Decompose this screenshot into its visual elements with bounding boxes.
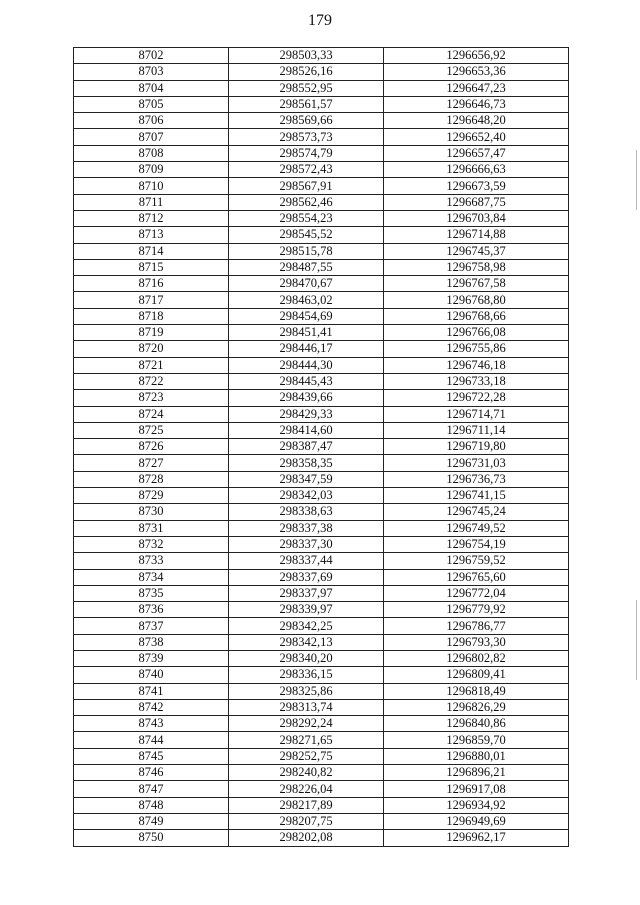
x-coordinate-cell: 298515,78 [229,243,384,259]
table-row [74,96,569,112]
y-coordinate-cell: 1296666,63 [384,162,569,178]
point-number-cell: 8730 [74,504,229,520]
x-coordinate-cell: 298569,66 [229,113,384,129]
x-coordinate-cell: 298313,74 [229,699,384,715]
y-coordinate-cell: 1296703,84 [384,210,569,226]
table-row [74,406,569,422]
table-row [74,830,569,846]
y-coordinate-cell: 1296749,52 [384,520,569,536]
table-row [74,683,569,699]
table-row [74,210,569,226]
x-coordinate-cell: 298207,75 [229,813,384,829]
point-number-cell: 8725 [74,422,229,438]
y-coordinate-cell: 1296733,18 [384,373,569,389]
table-row [74,569,569,585]
y-coordinate-cell: 1296859,70 [384,732,569,748]
x-coordinate-cell: 298561,57 [229,96,384,112]
table-row [74,634,569,650]
x-coordinate-cell: 298337,44 [229,553,384,569]
y-coordinate-cell: 1296745,37 [384,243,569,259]
x-coordinate-cell: 298358,35 [229,455,384,471]
x-coordinate-cell: 298444,30 [229,357,384,373]
y-coordinate-cell: 1296949,69 [384,813,569,829]
x-coordinate-cell: 298445,43 [229,373,384,389]
point-number-cell: 8710 [74,178,229,194]
point-number-cell: 8723 [74,390,229,406]
x-coordinate-cell: 298217,89 [229,797,384,813]
point-number-cell: 8750 [74,830,229,846]
y-coordinate-cell: 1296767,58 [384,276,569,292]
point-number-cell: 8736 [74,602,229,618]
x-coordinate-cell: 298439,66 [229,390,384,406]
page-number: 179 [308,12,332,29]
x-coordinate-cell: 298503,33 [229,48,384,64]
point-number-cell: 8706 [74,113,229,129]
table-row [74,390,569,406]
y-coordinate-cell: 1296736,73 [384,471,569,487]
x-coordinate-cell: 298337,38 [229,520,384,536]
point-number-cell: 8703 [74,64,229,80]
table-row [74,716,569,732]
table-row [74,162,569,178]
table-row [74,813,569,829]
table-row [74,113,569,129]
y-coordinate-cell: 1296826,29 [384,699,569,715]
x-coordinate-cell: 298342,13 [229,634,384,650]
x-coordinate-cell: 298554,23 [229,210,384,226]
table-row [74,781,569,797]
y-coordinate-cell: 1296768,66 [384,308,569,324]
y-coordinate-cell: 1296714,71 [384,406,569,422]
table-row [74,602,569,618]
scan-edge-mark [636,600,637,680]
x-coordinate-cell: 298451,41 [229,325,384,341]
point-number-cell: 8708 [74,145,229,161]
table-row [74,536,569,552]
point-number-cell: 8746 [74,765,229,781]
y-coordinate-cell: 1296714,88 [384,227,569,243]
table-row [74,129,569,145]
table-row [74,227,569,243]
table-row [74,48,569,64]
x-coordinate-cell: 298339,97 [229,602,384,618]
point-number-cell: 8711 [74,194,229,210]
point-number-cell: 8717 [74,292,229,308]
point-number-cell: 8707 [74,129,229,145]
point-number-cell: 8745 [74,748,229,764]
table-row [74,553,569,569]
y-coordinate-cell: 1296657,47 [384,145,569,161]
x-coordinate-cell: 298292,24 [229,716,384,732]
point-number-cell: 8728 [74,471,229,487]
x-coordinate-cell: 298454,69 [229,308,384,324]
point-number-cell: 8732 [74,536,229,552]
table-row [74,520,569,536]
point-number-cell: 8704 [74,80,229,96]
point-number-cell: 8726 [74,439,229,455]
table-row [74,259,569,275]
table-row [74,618,569,634]
x-coordinate-cell: 298487,55 [229,259,384,275]
point-number-cell: 8722 [74,373,229,389]
point-number-cell: 8741 [74,683,229,699]
y-coordinate-cell: 1296755,86 [384,341,569,357]
y-coordinate-cell: 1296962,17 [384,830,569,846]
y-coordinate-cell: 1296934,92 [384,797,569,813]
y-coordinate-cell: 1296779,92 [384,602,569,618]
point-number-cell: 8720 [74,341,229,357]
point-number-cell: 8735 [74,585,229,601]
point-number-cell: 8738 [74,634,229,650]
x-coordinate-cell: 298387,47 [229,439,384,455]
point-number-cell: 8719 [74,325,229,341]
x-coordinate-cell: 298526,16 [229,64,384,80]
x-coordinate-cell: 298573,73 [229,129,384,145]
x-coordinate-cell: 298336,15 [229,667,384,683]
point-number-cell: 8727 [74,455,229,471]
point-number-cell: 8729 [74,488,229,504]
table-row [74,145,569,161]
x-coordinate-cell: 298446,17 [229,341,384,357]
y-coordinate-cell: 1296648,20 [384,113,569,129]
table-row [74,292,569,308]
y-coordinate-cell: 1296802,82 [384,650,569,666]
y-coordinate-cell: 1296656,92 [384,48,569,64]
table-row [74,80,569,96]
x-coordinate-cell: 298567,91 [229,178,384,194]
point-number-cell: 8713 [74,227,229,243]
y-coordinate-cell: 1296793,30 [384,634,569,650]
point-number-cell: 8724 [74,406,229,422]
x-coordinate-cell: 298240,82 [229,765,384,781]
x-coordinate-cell: 298552,95 [229,80,384,96]
x-coordinate-cell: 298342,03 [229,488,384,504]
x-coordinate-cell: 298470,67 [229,276,384,292]
y-coordinate-cell: 1296809,41 [384,667,569,683]
point-number-cell: 8744 [74,732,229,748]
point-number-cell: 8718 [74,308,229,324]
x-coordinate-cell: 298337,69 [229,569,384,585]
table-row [74,64,569,80]
y-coordinate-cell: 1296896,21 [384,765,569,781]
table-row [74,325,569,341]
y-coordinate-cell: 1296758,98 [384,259,569,275]
point-number-cell: 8748 [74,797,229,813]
table-row [74,308,569,324]
y-coordinate-cell: 1296917,08 [384,781,569,797]
table-row [74,504,569,520]
x-coordinate-cell: 298414,60 [229,422,384,438]
x-coordinate-cell: 298572,43 [229,162,384,178]
y-coordinate-cell: 1296768,80 [384,292,569,308]
y-coordinate-cell: 1296673,59 [384,178,569,194]
point-number-cell: 8731 [74,520,229,536]
point-number-cell: 8709 [74,162,229,178]
table-row [74,357,569,373]
point-number-cell: 8705 [74,96,229,112]
coordinates-table-body [74,48,569,847]
y-coordinate-cell: 1296745,24 [384,504,569,520]
table-row [74,488,569,504]
table-row [74,585,569,601]
x-coordinate-cell: 298342,25 [229,618,384,634]
point-number-cell: 8734 [74,569,229,585]
x-coordinate-cell: 298252,75 [229,748,384,764]
x-coordinate-cell: 298347,59 [229,471,384,487]
coordinates-table [73,47,569,847]
point-number-cell: 8739 [74,650,229,666]
table-row [74,422,569,438]
point-number-cell: 8715 [74,259,229,275]
y-coordinate-cell: 1296646,73 [384,96,569,112]
point-number-cell: 8733 [74,553,229,569]
table-row [74,765,569,781]
x-coordinate-cell: 298338,63 [229,504,384,520]
y-coordinate-cell: 1296818,49 [384,683,569,699]
point-number-cell: 8747 [74,781,229,797]
point-number-cell: 8721 [74,357,229,373]
y-coordinate-cell: 1296731,03 [384,455,569,471]
y-coordinate-cell: 1296754,19 [384,536,569,552]
y-coordinate-cell: 1296786,77 [384,618,569,634]
y-coordinate-cell: 1296759,52 [384,553,569,569]
y-coordinate-cell: 1296722,28 [384,390,569,406]
x-coordinate-cell: 298562,46 [229,194,384,210]
table-row [74,276,569,292]
y-coordinate-cell: 1296746,18 [384,357,569,373]
y-coordinate-cell: 1296711,14 [384,422,569,438]
table-row [74,667,569,683]
scan-edge-mark [636,150,637,210]
x-coordinate-cell: 298337,30 [229,536,384,552]
table-row [74,373,569,389]
y-coordinate-cell: 1296880,01 [384,748,569,764]
x-coordinate-cell: 298325,86 [229,683,384,699]
point-number-cell: 8740 [74,667,229,683]
table-row [74,650,569,666]
table-row [74,194,569,210]
x-coordinate-cell: 298340,20 [229,650,384,666]
point-number-cell: 8737 [74,618,229,634]
table-row [74,341,569,357]
table-row [74,439,569,455]
table-row [74,732,569,748]
table-row [74,178,569,194]
point-number-cell: 8742 [74,699,229,715]
point-number-cell: 8714 [74,243,229,259]
x-coordinate-cell: 298226,04 [229,781,384,797]
x-coordinate-cell: 298463,02 [229,292,384,308]
x-coordinate-cell: 298574,79 [229,145,384,161]
x-coordinate-cell: 298271,65 [229,732,384,748]
x-coordinate-cell: 298545,52 [229,227,384,243]
x-coordinate-cell: 298337,97 [229,585,384,601]
point-number-cell: 8743 [74,716,229,732]
y-coordinate-cell: 1296653,36 [384,64,569,80]
point-number-cell: 8712 [74,210,229,226]
y-coordinate-cell: 1296741,15 [384,488,569,504]
table-row [74,471,569,487]
table-row [74,699,569,715]
table-row [74,243,569,259]
y-coordinate-cell: 1296647,23 [384,80,569,96]
table-row [74,797,569,813]
y-coordinate-cell: 1296687,75 [384,194,569,210]
y-coordinate-cell: 1296772,04 [384,585,569,601]
table-row [74,748,569,764]
y-coordinate-cell: 1296719,80 [384,439,569,455]
point-number-cell: 8716 [74,276,229,292]
x-coordinate-cell: 298429,33 [229,406,384,422]
table-row [74,455,569,471]
x-coordinate-cell: 298202,08 [229,830,384,846]
point-number-cell: 8702 [74,48,229,64]
y-coordinate-cell: 1296766,08 [384,325,569,341]
y-coordinate-cell: 1296765,60 [384,569,569,585]
point-number-cell: 8749 [74,813,229,829]
y-coordinate-cell: 1296840,86 [384,716,569,732]
y-coordinate-cell: 1296652,40 [384,129,569,145]
